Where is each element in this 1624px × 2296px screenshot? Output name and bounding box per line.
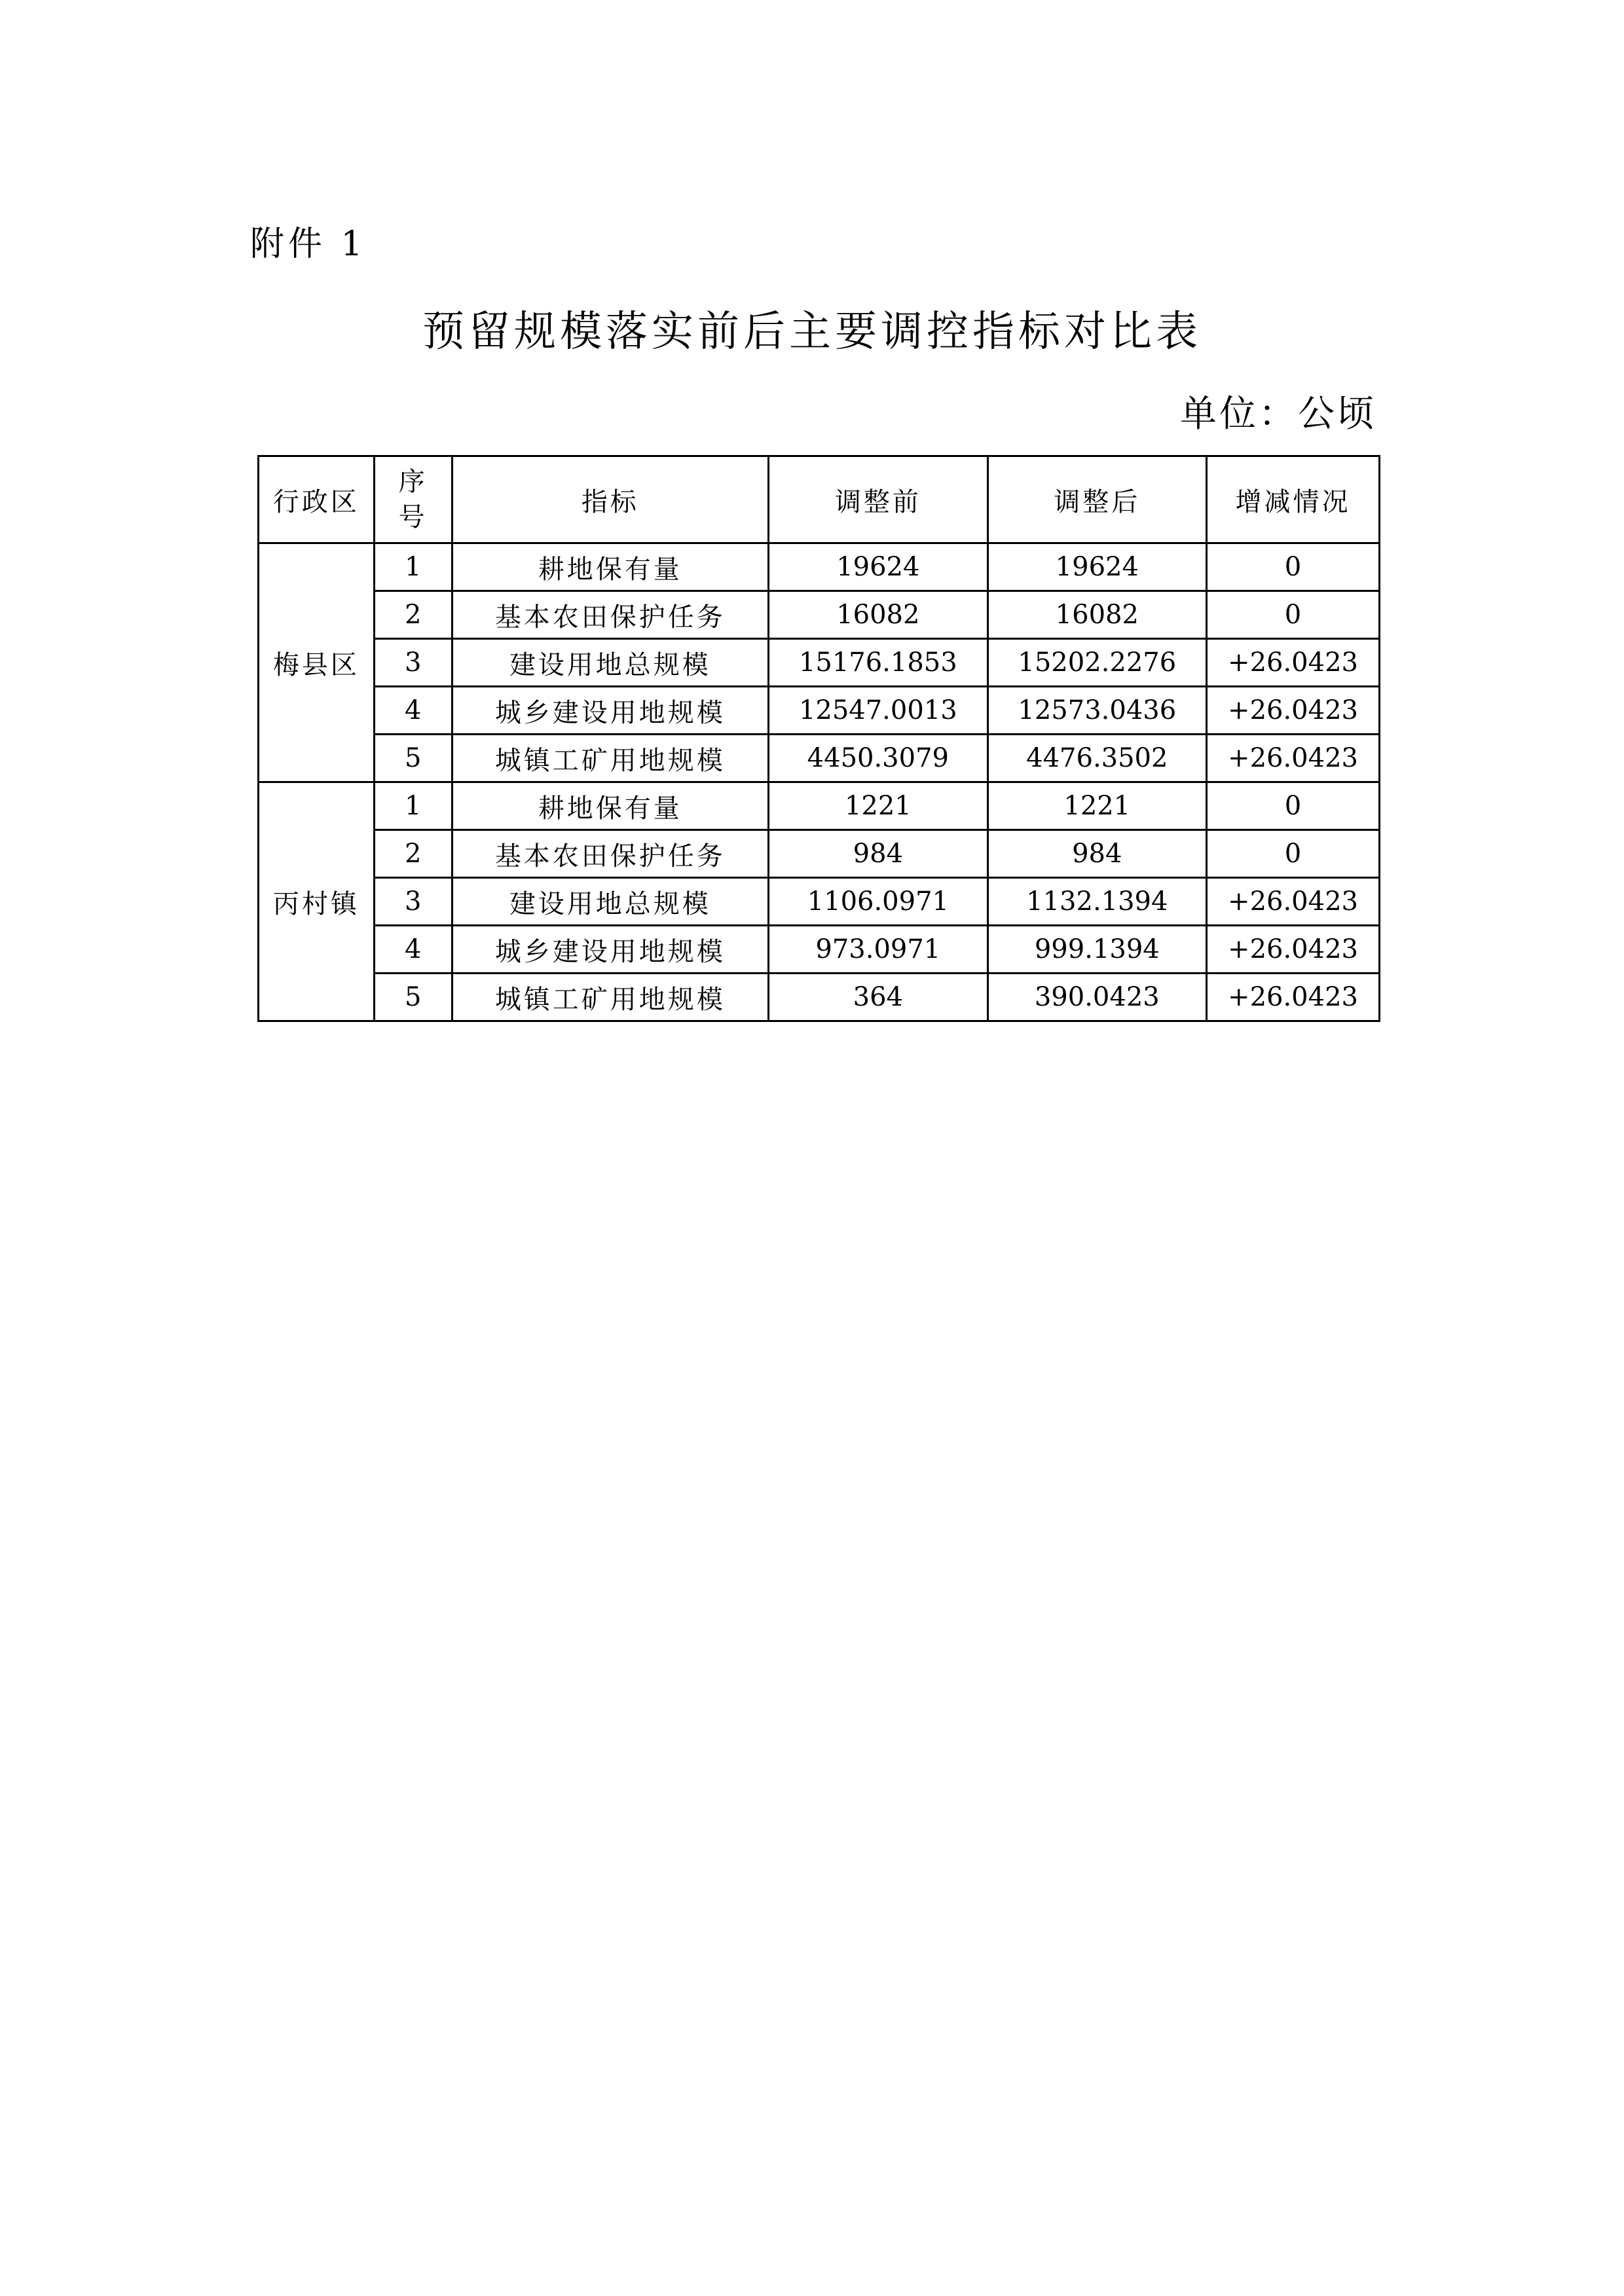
table-row [259,782,1380,830]
table-row [259,639,1380,687]
after-cell: 15202.2276 [987,639,1206,687]
after-cell: 1221 [987,782,1206,830]
table-row [259,878,1380,926]
table-row [259,974,1380,1021]
before-cell: 15176.1853 [769,639,987,687]
header-after: 调整后 [987,456,1206,543]
unit-label: 单位：公顷 [1180,393,1376,435]
before-cell: 16082 [769,591,987,639]
seq-cell: 2 [374,591,452,639]
after-cell: 999.1394 [987,926,1206,974]
seq-cell: 3 [374,639,452,687]
change-cell: +26.0423 [1207,687,1380,735]
indicator-cell: 耕地保有量 [452,782,769,830]
seq-cell: 4 [374,926,452,974]
before-cell: 4450.3079 [769,735,987,782]
change-cell: +26.0423 [1207,639,1380,687]
after-cell: 390.0423 [987,974,1206,1021]
table-header-row [259,456,1380,543]
region-cell: 丙村镇 [259,782,375,1021]
header-seq-line2: 号 [398,502,428,532]
indicator-cell: 基本农田保护任务 [452,830,769,878]
after-cell: 19624 [987,543,1206,591]
change-cell: +26.0423 [1207,735,1380,782]
seq-cell: 4 [374,687,452,735]
change-cell: +26.0423 [1207,974,1380,1021]
change-cell: +26.0423 [1207,878,1380,926]
indicator-cell: 城乡建设用地规模 [452,687,769,735]
indicator-cell: 基本农田保护任务 [452,591,769,639]
seq-cell: 2 [374,830,452,878]
header-before: 调整前 [769,456,987,543]
indicator-cell: 建设用地总规模 [452,878,769,926]
after-cell: 12573.0436 [987,687,1206,735]
seq-cell: 5 [374,735,452,782]
seq-cell: 3 [374,878,452,926]
after-cell: 1132.1394 [987,878,1206,926]
indicator-cell: 城镇工矿用地规模 [452,974,769,1021]
table-row [259,735,1380,782]
change-cell: 0 [1207,830,1380,878]
seq-cell: 5 [374,974,452,1021]
change-cell: +26.0423 [1207,926,1380,974]
indicator-cell: 建设用地总规模 [452,639,769,687]
after-cell: 984 [987,830,1206,878]
header-change: 增减情况 [1207,456,1380,543]
before-cell: 973.0971 [769,926,987,974]
annex-label: 附件 1 [250,225,367,264]
indicator-cell: 城镇工矿用地规模 [452,735,769,782]
document-title: 预留规模落实前后主要调控指标对比表 [422,308,1202,356]
header-region: 行政区 [259,456,375,543]
table-row [259,687,1380,735]
indicator-cell: 城乡建设用地规模 [452,926,769,974]
table-row [259,591,1380,639]
table-row [259,926,1380,974]
before-cell: 1106.0971 [769,878,987,926]
after-cell: 4476.3502 [987,735,1206,782]
header-seq-line1: 序 [398,467,428,497]
indicator-cell: 耕地保有量 [452,543,769,591]
before-cell: 19624 [769,543,987,591]
change-cell: 0 [1207,543,1380,591]
before-cell: 12547.0013 [769,687,987,735]
header-indicator: 指标 [452,456,769,543]
table-row [259,830,1380,878]
before-cell: 364 [769,974,987,1021]
header-seq [374,456,452,543]
seq-cell: 1 [374,782,452,830]
change-cell: 0 [1207,591,1380,639]
before-cell: 984 [769,830,987,878]
region-cell: 梅县区 [259,543,375,782]
before-cell: 1221 [769,782,987,830]
table-row [259,543,1380,591]
change-cell: 0 [1207,782,1380,830]
seq-cell: 1 [374,543,452,591]
indicator-comparison-table [257,455,1380,1022]
after-cell: 16082 [987,591,1206,639]
